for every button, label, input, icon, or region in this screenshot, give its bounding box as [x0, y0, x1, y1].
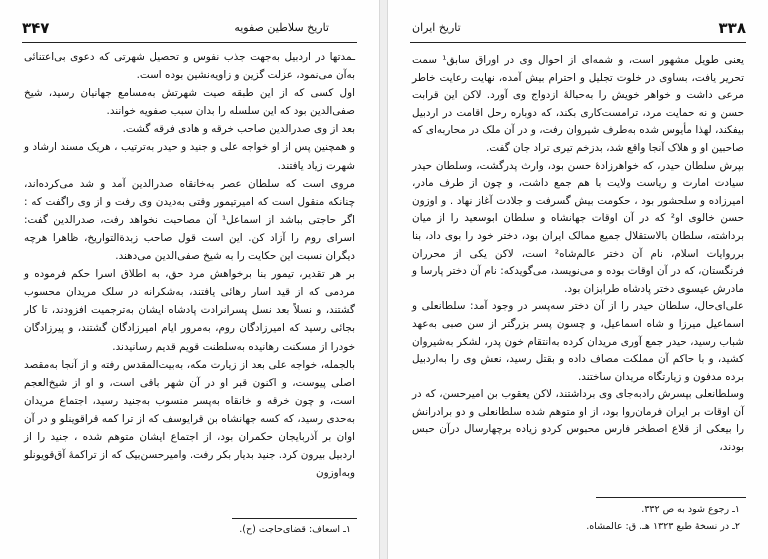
page-number: ۳۴۷ [22, 19, 50, 37]
running-head: تاریخ ایران [412, 21, 461, 34]
paragraph: یعنی طویل مشهور است، و شمه‌ای از احوال وی در اوراق سابق¹ سمت تحریر یافت، بساوی در خلوت تجلیل و احترام بیش آمده، نهایت رعایت خاطر مرعی داشت و خواهر خویش را به‌حبالهٔ ازدواج وی آورد. لاکن این قرابت حسن و نه حمایت مرد، ترامست‌کاری بکند، که دوباره رحل اقامت در اردبیل بیفکند، لهذا مأیوس شده به‌طرف شیروان رفت، و در آن ملک در محاربه‌ای که صاحبین او و هلاک آنجا واقع شد، بدزخم تیری تراد جان گفت. [412, 54, 744, 154]
paragraph: بعد از وی صدرالدین صاحب خرقه و هادی فرقه گشت. [122, 123, 355, 136]
footnote: ۱ـ رجوع شود به ص ۳۳۲. [641, 504, 740, 515]
page-number: ۳۳۸ [718, 19, 746, 37]
paragraph: ـمدتها در اردبیل به‌جهت جذب نفوس و تحصیل شهرتی که دعوی بی‌اعتنائی به‌آن می‌نمود، عزلت گزین و زاویه‌نشین بوده است. [24, 51, 355, 82]
right-page-header [410, 18, 746, 43]
paragraph: بر هر تقدیر، تیمور بنا برخواهش مرد حق، به اطلاق اسرا حکم فرموده و مردمی که از قید اسار رهائی یافتند، به‌شکرانه در سلک مریدان محسوب گشتند، و نسلاً بعد نسل پسرانرادت پادشاه ایشان به‌ترجمیت افزودند، تا کار بجائی رسید که امیرزادگان روم، به‌مرور ایام امیرزادگان گشتند، و پیرزادگان خودرا از مسکنت رهانیده به‌سلطنت قویم قدیم رسانیدند. [24, 268, 355, 353]
paragraph: اول کسی که از این طبقه صیت شهرتش به‌مسامع جهانیان رسید، شیخ صفی‌الدین بود که این سلسله را بدان سبب صفویه خوانند. [24, 87, 355, 118]
paragraph: وسلطانعلی بپسرش رادبه‌جای وی برداشتند، لاکن یعقوب بن امیرحسن، که در آن اوقات بر ایران فرمان‌روا بود، از او متوهم شده سلطانعلی و دو برادرانش را بیعکی از قلاع اصطخر فارس محبوس کردو زیاده برچهارسال درآن حبس بودند، [412, 388, 744, 454]
left-page-header [22, 18, 357, 43]
left-page-body [24, 48, 355, 482]
footnote: ۱ـ اسعاف: قضای‌حاجت (ح). [239, 524, 351, 535]
paragraph: مروی است که سلطان عصر به‌خانقاه صدرالدین آمد و شد می‌کرده‌اند، چنانکه منقول است که امیرتیمور وقتی به‌دیدن وی رفت و از وی راگفت که : اگر حاجتی بباشد از اسماعل¹ آن مصاحبت نخواهد رفت، صدرالدین گفت: اسرای روم را آزاد کن. این است قول صاحب زبدةالتواریخ، ظاهرا هرچه دیگران نسبت این حکایت را به شیخ صفی‌الدین می‌دهند. [24, 177, 355, 263]
footnote-rule [232, 518, 357, 519]
footnote-rule [596, 497, 746, 498]
running-head: تاریخ سلاطین صفویه [234, 21, 329, 34]
book-gutter [380, 0, 387, 559]
paragraph: بپرش سلطان حیدر، که خواهرزادهٔ حسن بود، وارث پدرگشت، وسلطان حیدر سیادت امارت و ریاست ولایت با هم جمع داشت، و چون از طرف مادر، امیرزاده و سلحشور بود ، حکومت بیش گسرفت و جلادت آغاز نهاد . و اوزون حسن خالوی او² که در آن اوقات جهانشاه و سلطان ابوسعید را از میان برداشته، سلطان بالاستقلال جمیع ممالک ایران بود، دختر خود را بوی داد، بنا برروایات اسلام، نام آن دختر عالم‌شاه² است، لاکن یکی از محرران فرنگستان، که در آن اوقات بوده و می‌نویسد، می‌گویدکه: نام آن دختر پارسا و مادرش عیسوی دختر پادشاه طرابزان بود. [412, 159, 744, 295]
left-page [0, 0, 380, 559]
paragraph: بالجمله، خواجه علی بعد از زیارت مکه، به‌بیت‌المقدس رفته و از آنجا به‌مقصد اصلی پیوست، و اکنون قبر او در آن شهر باقی است، و او از شیخ‌العجم است، و چون خرقه و خانقاه به‌پسر منسوب به‌جنید رسید، اجتماع مریدان به‌حدی رسید، که کسه جهانشاه بن قرایوسف که از ترا کمه قراقوینلو و در آن اوان بر آذربایجان حکمران بود، از اجتماع ایشان متوهم شده ، جنید را از اردبیل بیرون کرد. جنید بدیار بکر رفت. وامیرحسن‌بیک که از تراکمهٔ آق‌قویونلو وبه‌اوزون [24, 358, 355, 480]
paragraph: علی‌ای‌حال، سلطان حیدر را از آن دختر سه‌پسر در وجود آمد: سلطانعلی و اسماعیل میرزا و شاه اسماعیل، و چسون پسر بزرگتر از سن صبی به‌عهد شباب رسید، حیدر جمع آوری مریدان کرده به‌انتقام خون پدر، لشکر به‌شیروان کشید، و با حاکم آن مملکت مصاف داده و بقتل رسید، نعش وی را به‌اردبیل برده مدفون و زیارتگاه مریدان ساختند. [412, 300, 744, 383]
right-page [387, 0, 768, 559]
right-page-body [412, 52, 744, 457]
footnote: ۲ـ در نسخهٔ طبع ۱۳۲۳ هـ. ق: عالمشاه. [586, 521, 740, 532]
paragraph: و همچنین پس از او خواجه علی و جنید و حیدر به‌ترتیب ، هریک مسند ارشاد و شهرت زیاد یافتند. [24, 141, 355, 172]
